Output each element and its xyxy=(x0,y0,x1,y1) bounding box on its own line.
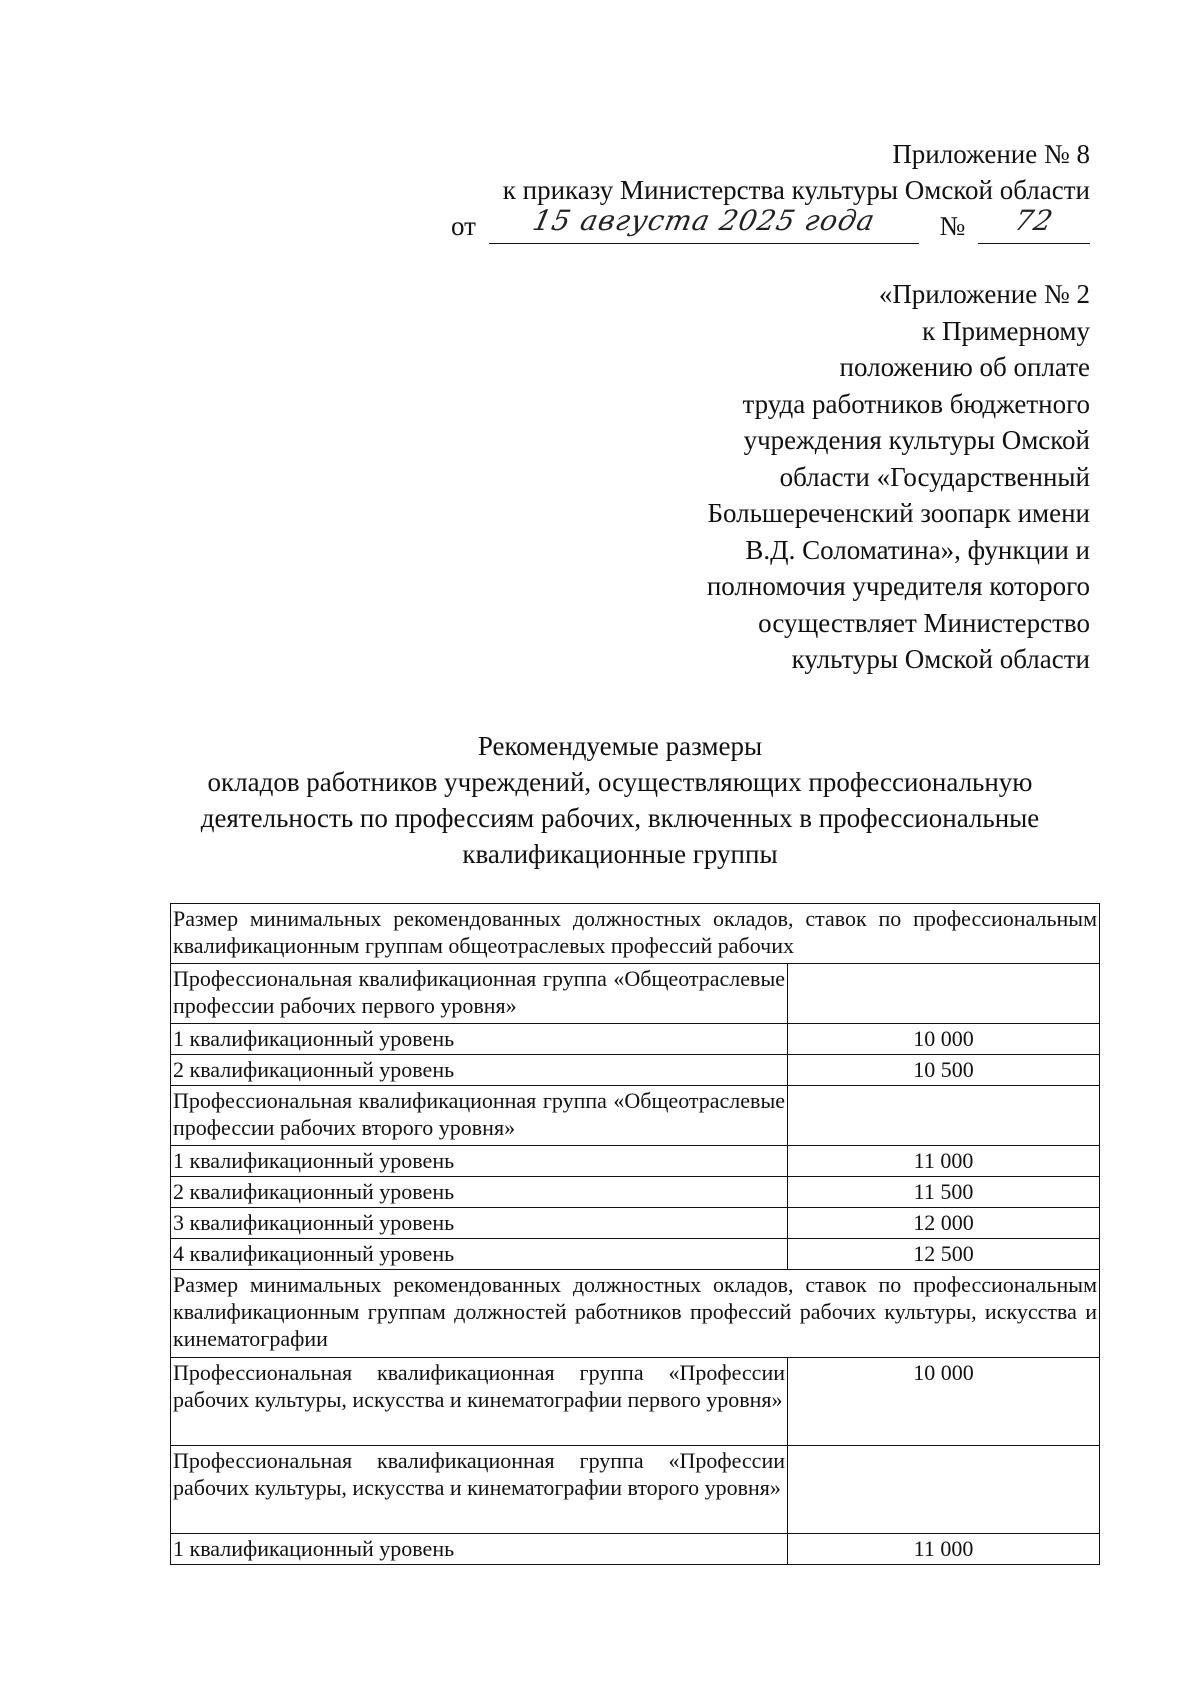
appendix-note-line: культуры Омской области xyxy=(791,644,1090,674)
level-cell: 1 квалификационный уровень xyxy=(171,1534,788,1565)
level-cell: 1 квалификационный уровень xyxy=(171,1146,788,1177)
table-row xyxy=(171,1055,1100,1086)
table-row xyxy=(171,1177,1100,1208)
appendix-label: Приложение № 8 xyxy=(892,139,1090,169)
title-line: деятельность по профессиям рабочих, включенных в профессиональные xyxy=(200,803,1040,833)
table-row xyxy=(171,1358,1100,1446)
title-line: Рекомендуемые размеры xyxy=(477,731,763,761)
appendix-note xyxy=(570,276,1090,678)
number-prefix: № xyxy=(939,211,966,241)
date-prefix: от xyxy=(451,211,476,241)
group-name-cell: Профессиональная квалификационная группа «Профессии рабочих культуры, искусства и кинематографии второго уровня» xyxy=(171,1446,788,1534)
value-cell: 10 000 xyxy=(788,1024,1100,1055)
table-row xyxy=(171,1208,1100,1239)
value-cell: 10 000 xyxy=(788,1358,1100,1446)
order-reference: к приказу Министерства культуры Омской области xyxy=(502,175,1090,205)
appendix-note-line: В.Д. Соломатина», функции и xyxy=(745,534,1090,565)
handwritten-number: 72 xyxy=(1011,204,1057,237)
table-row xyxy=(171,1534,1100,1565)
appendix-note-line: к Примерному xyxy=(922,315,1090,346)
value-cell xyxy=(788,964,1100,1024)
title-line: квалификационные группы xyxy=(462,839,778,869)
section-header-cell: Размер минимальных рекомендованных должностных окладов, ставок по профессиональным квалификационным группам должностей работников профессий рабочих культуры, искусства и кинематографии xyxy=(171,1270,1100,1358)
appendix-note-line: труда работников бюджетного xyxy=(742,388,1090,419)
appendix-note-line: «Приложение № 2 xyxy=(878,279,1090,309)
table-row xyxy=(171,1024,1100,1055)
table-row xyxy=(171,1146,1100,1177)
value-cell: 12 500 xyxy=(788,1239,1100,1270)
appendix-note-line: учреждения культуры Омской xyxy=(743,425,1090,455)
appendix-note-line: области «Государственный xyxy=(779,461,1090,492)
value-cell: 10 500 xyxy=(788,1055,1100,1086)
level-cell: 2 квалификационный уровень xyxy=(171,1177,788,1208)
level-cell: 2 квалификационный уровень xyxy=(171,1055,788,1086)
table-row xyxy=(171,1446,1100,1534)
date-field xyxy=(489,204,919,244)
level-cell: 4 квалификационный уровень xyxy=(171,1239,788,1270)
group-name-cell: Профессиональная квалификационная группа «Профессии рабочих культуры, искусства и кинематографии первого уровня» xyxy=(171,1358,788,1446)
group-name-cell: Профессиональная квалификационная группа «Общеотраслевые профессии рабочих второго уровня» xyxy=(171,1086,788,1146)
value-cell: 11 000 xyxy=(788,1534,1100,1565)
table-row xyxy=(171,1086,1100,1146)
appendix-note-line: полномочия учредителя которого xyxy=(706,571,1090,601)
table-row xyxy=(171,904,1100,964)
section-header-cell: Размер минимальных рекомендованных должностных окладов, ставок по профессиональным квалификационным группам общеотраслевых профессий рабочих xyxy=(171,904,1100,964)
value-cell xyxy=(788,1446,1100,1534)
value-cell: 12 000 xyxy=(788,1208,1100,1239)
order-date-number-row xyxy=(451,204,1090,246)
level-cell: 3 квалификационный уровень xyxy=(171,1208,788,1239)
appendix-note-line: осуществляет Министерство xyxy=(758,607,1090,638)
document-title xyxy=(120,728,1120,872)
value-cell xyxy=(788,1086,1100,1146)
value-cell: 11 500 xyxy=(788,1177,1100,1208)
number-field xyxy=(978,204,1090,244)
appendix-note-line: положению об оплате xyxy=(839,352,1090,382)
value-cell: 11 000 xyxy=(788,1146,1100,1177)
handwritten-date: 15 августа 2025 года xyxy=(529,204,879,237)
appendix-note-line: Большереченский зоопарк имени xyxy=(707,498,1090,528)
table-row xyxy=(171,1270,1100,1358)
table-row xyxy=(171,1239,1100,1270)
table-row xyxy=(171,964,1100,1024)
title-line: окладов работников учреждений, осуществляющих профессиональную xyxy=(207,767,1033,797)
salary-table xyxy=(170,903,1100,1565)
level-cell: 1 квалификационный уровень xyxy=(171,1024,788,1055)
group-name-cell: Профессиональная квалификационная группа «Общеотраслевые профессии рабочих первого уровня» xyxy=(171,964,788,1024)
